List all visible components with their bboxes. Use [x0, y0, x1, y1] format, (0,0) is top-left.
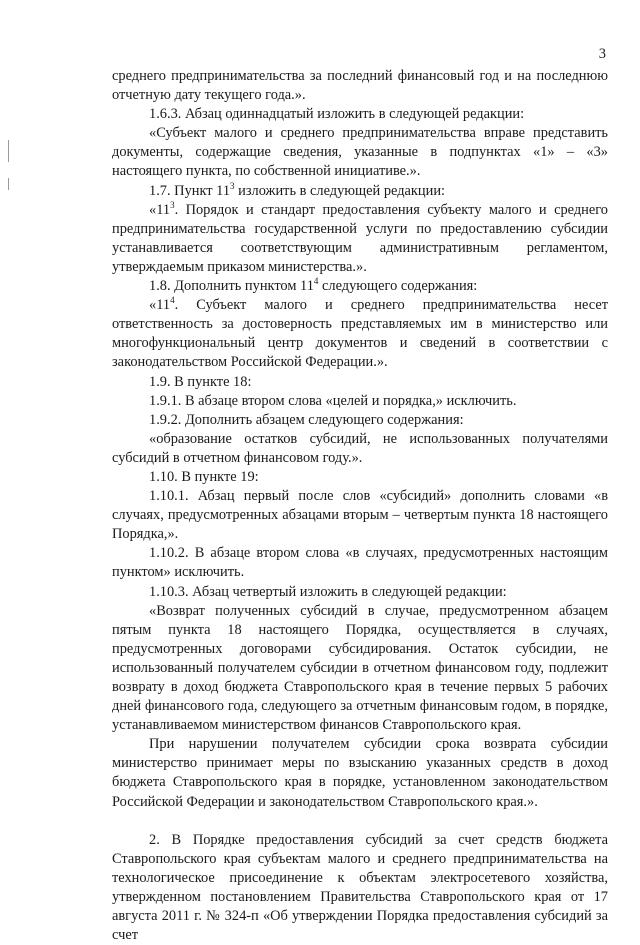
- paragraph-text: . Субъект малого и среднего предпринимательства несет ответственность за достоверность представляемых им в министерство или многофункциональный центр документов и сведений в соответствии с законодательством Российской Федерации.».: [112, 297, 608, 371]
- paragraph: «образование остатков субсидий, не использованных получателями субсидий в отчетном финансовом году.».: [112, 430, 608, 466]
- paragraph-text: 1.8. Дополнить пунктом 11: [149, 278, 314, 295]
- paragraph: 1.6.3. Абзац одиннадцатый изложить в следующей редакции:: [149, 106, 525, 123]
- superscript: 4: [313, 276, 319, 287]
- paragraph: [112, 201, 608, 277]
- paragraph-text: . Порядок и стандарт предоставления субъекту малого и среднего предпринимательства государственной услуги по предоставлению субсидии устанавливается соответствующим административным регламентом, утверждаемым приказом министерства.».: [112, 201, 608, 275]
- paragraph: 1.10.2. В абзаце втором слова «в случаях, предусмотренных настоящим пунктом» исключить.: [112, 545, 608, 581]
- paragraph-text: изложить в следующей редакции:: [234, 182, 446, 199]
- scan-margin-mark: [8, 178, 9, 190]
- scan-margin-mark: [8, 140, 9, 162]
- paragraph: 1.9.1. В абзаце втором слова «целей и порядка,» исключить.: [149, 392, 517, 409]
- paragraph: [112, 182, 608, 201]
- paragraph: 2. В Порядке предоставления субсидий за счет средств бюджета Ставропольского края субъектам малого и среднего предпринимательства на технологическое присоединение к объектам электросетевого хозяйства, утвержденном постановлением Правительства Ставропольского края от 17 августа 2011 г. № 324-п «Об утверждении Порядка предоставления субсидий за счет: [112, 831, 608, 944]
- page-number: 3: [598, 46, 606, 62]
- superscript: 3: [170, 199, 175, 210]
- paragraph: 1.10.1. Абзац первый после слов «субсидий» дополнить словами «в случаях, предусмотренных абзацами вторым – четвертым пункта 18 настоящего Порядка,».: [112, 488, 608, 543]
- paragraph-text: 1.7. Пункт 11: [149, 182, 231, 199]
- superscript: 3: [230, 180, 235, 191]
- paragraph: 1.9.2. Дополнить абзацем следующего содержания:: [149, 411, 464, 428]
- superscript: 4: [170, 295, 175, 306]
- paragraph: При нарушении получателем субсидии срока возврата субсидии министерство принимает меры по взысканию указанных средств в доход бюджета Ставропольского края в порядке, установленном законодательством Российской Федерации и законодательством Ставропольского края.».: [112, 736, 608, 810]
- paragraph-text: «11: [149, 297, 171, 314]
- paragraph-text: следующего содержания:: [318, 278, 478, 295]
- paragraph-text: «11: [149, 201, 171, 218]
- paragraph: [112, 277, 608, 296]
- paragraph: «Возврат полученных субсидий в случае, предусмотренном абзацем пятым пункта 18 настоящего Порядка, осуществляется в случаях, предусмотренных договорами субсидирования. Остаток субсидии, не использованный получателем субсидии в отчетном финансовом году, подлежит возврату в доход бюджета Ставропольского края в течение первых 5 рабочих дней финансового года, следующего за отчетным финансовым годом, в порядке, устанавливаемом министерством финансов Ставропольского края.: [112, 602, 608, 734]
- paragraph: среднего предпринимательства за последний финансовый год и на последнюю отчетную дату текущего года.».: [112, 68, 608, 104]
- paragraph: 1.10.3. Абзац четвертый изложить в следующей редакции:: [149, 583, 507, 600]
- paragraph: 1.10. В пункте 19:: [149, 468, 259, 485]
- paragraph: «Субъект малого и среднего предпринимательства вправе представить документы, содержащие сведения, указанные в подпунктах «1» – «3» настоящего пункта, по собственной инициативе.».: [112, 125, 608, 180]
- document-body: [112, 67, 608, 945]
- paragraph: [112, 296, 608, 372]
- paragraph: 1.9. В пункте 18:: [149, 373, 252, 390]
